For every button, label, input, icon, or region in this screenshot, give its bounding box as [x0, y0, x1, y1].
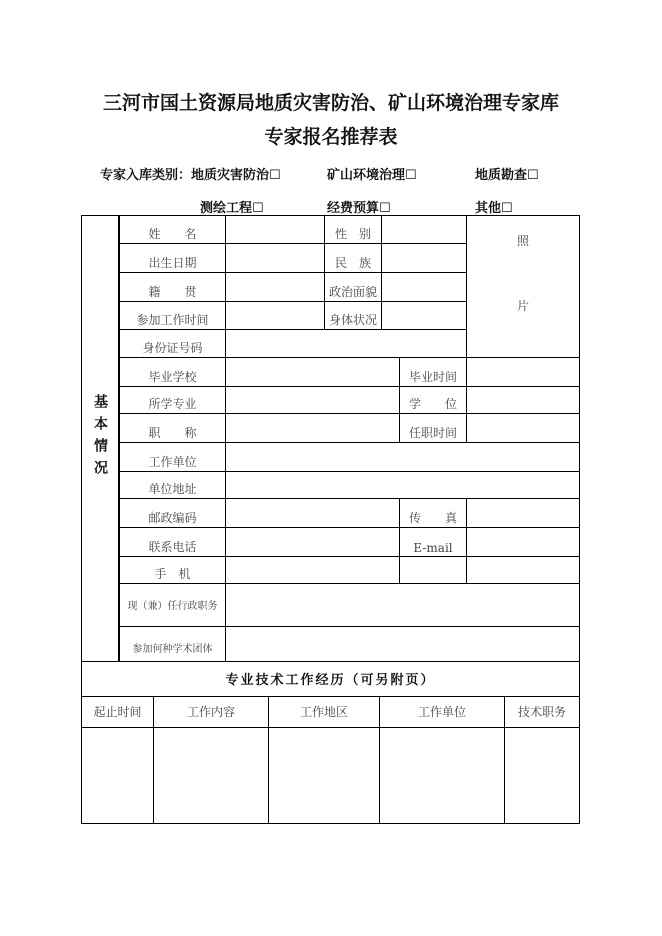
label-ethnic: 民 族: [324, 243, 382, 273]
history-field-region[interactable]: [268, 727, 380, 824]
label-fax: 传 真: [399, 498, 467, 528]
field-phone[interactable]: [225, 527, 400, 557]
label-political: 政治面貌: [324, 272, 382, 302]
label-postcode: 邮政编码: [119, 498, 226, 528]
history-col-position: 技术职务: [504, 696, 580, 728]
field-email[interactable]: [466, 527, 580, 557]
blank-cell: [466, 556, 580, 584]
label-school: 毕业学校: [119, 357, 226, 387]
category-option[interactable]: 其他☐: [475, 201, 513, 216]
title-line1: 三河市国土资源局地质灾害防治、矿山环境治理专家库: [102, 92, 559, 114]
label-title: 职 称: [119, 413, 226, 443]
field-major[interactable]: [225, 386, 400, 414]
history-col-region: 工作地区: [268, 696, 380, 728]
label-admin-post: 现（兼）任行政职务: [119, 583, 226, 627]
field-id[interactable]: [225, 329, 467, 358]
field-political[interactable]: [381, 272, 467, 302]
field-work-start[interactable]: [225, 301, 325, 330]
photo-label-1: 照: [516, 234, 529, 248]
label-health: 身体状况: [324, 301, 382, 330]
category-option[interactable]: 地质灾害防治☐: [191, 168, 281, 183]
category-label: [100, 164, 281, 183]
field-gender[interactable]: [381, 215, 467, 244]
label-mobile: 手 机: [119, 556, 226, 584]
history-title: 专业技术工作经历（可另附页）: [81, 661, 580, 697]
label-title-time: 任职时间: [399, 413, 467, 443]
label-id: 身份证号码: [119, 329, 226, 358]
label-native: 籍 贯: [119, 272, 226, 302]
history-field-period[interactable]: [81, 727, 154, 824]
field-academic[interactable]: [225, 626, 580, 662]
history-field-employer[interactable]: [379, 727, 505, 824]
category-prefix: 专家入库类别：: [100, 168, 192, 183]
field-birth[interactable]: [225, 243, 325, 273]
field-admin-post[interactable]: [225, 583, 580, 627]
field-native[interactable]: [225, 272, 325, 302]
section-basic: 基本情况: [81, 215, 120, 662]
label-employer: 工作单位: [119, 442, 226, 472]
label-major: 所学专业: [119, 386, 226, 414]
label-gender: 性 别: [324, 215, 382, 244]
history-col-period: 起止时间: [81, 696, 154, 728]
history-field-position[interactable]: [504, 727, 580, 824]
field-title[interactable]: [225, 413, 400, 443]
history-col-employer: 工作单位: [379, 696, 505, 728]
blank-cell: [399, 556, 467, 584]
field-address[interactable]: [225, 471, 580, 499]
category-option[interactable]: 地质勘查☐: [475, 168, 539, 183]
label-name: 姓 名: [119, 215, 226, 244]
field-grad-time[interactable]: [466, 357, 580, 387]
photo-box[interactable]: [466, 215, 580, 358]
category-option[interactable]: 测绘工程☐: [200, 201, 264, 216]
field-health[interactable]: [381, 301, 467, 330]
label-email: E-mail: [399, 527, 467, 557]
history-col-content: 工作内容: [153, 696, 269, 728]
category-option[interactable]: 矿山环境治理☐: [327, 168, 417, 183]
field-name[interactable]: [225, 215, 325, 244]
label-academic: 参加何种学术团体: [119, 626, 226, 662]
label-birth: 出生日期: [119, 243, 226, 273]
history-field-content[interactable]: [153, 727, 269, 824]
field-mobile[interactable]: [225, 556, 400, 584]
label-grad-time: 毕业时间: [399, 357, 467, 387]
field-ethnic[interactable]: [381, 243, 467, 273]
field-employer[interactable]: [225, 442, 580, 472]
field-fax[interactable]: [466, 498, 580, 528]
field-school[interactable]: [225, 357, 400, 387]
field-degree[interactable]: [466, 386, 580, 414]
label-address: 单位地址: [119, 471, 226, 499]
field-postcode[interactable]: [225, 498, 400, 528]
label-degree: 学 位: [399, 386, 467, 414]
title-line2: 专家报名推荐表: [264, 126, 398, 148]
photo-label-2: 片: [516, 299, 529, 313]
label-work-start: 参加工作时间: [119, 301, 226, 330]
category-option[interactable]: 经费预算☐: [327, 201, 391, 216]
label-phone: 联系电话: [119, 527, 226, 557]
field-title-time[interactable]: [466, 413, 580, 443]
